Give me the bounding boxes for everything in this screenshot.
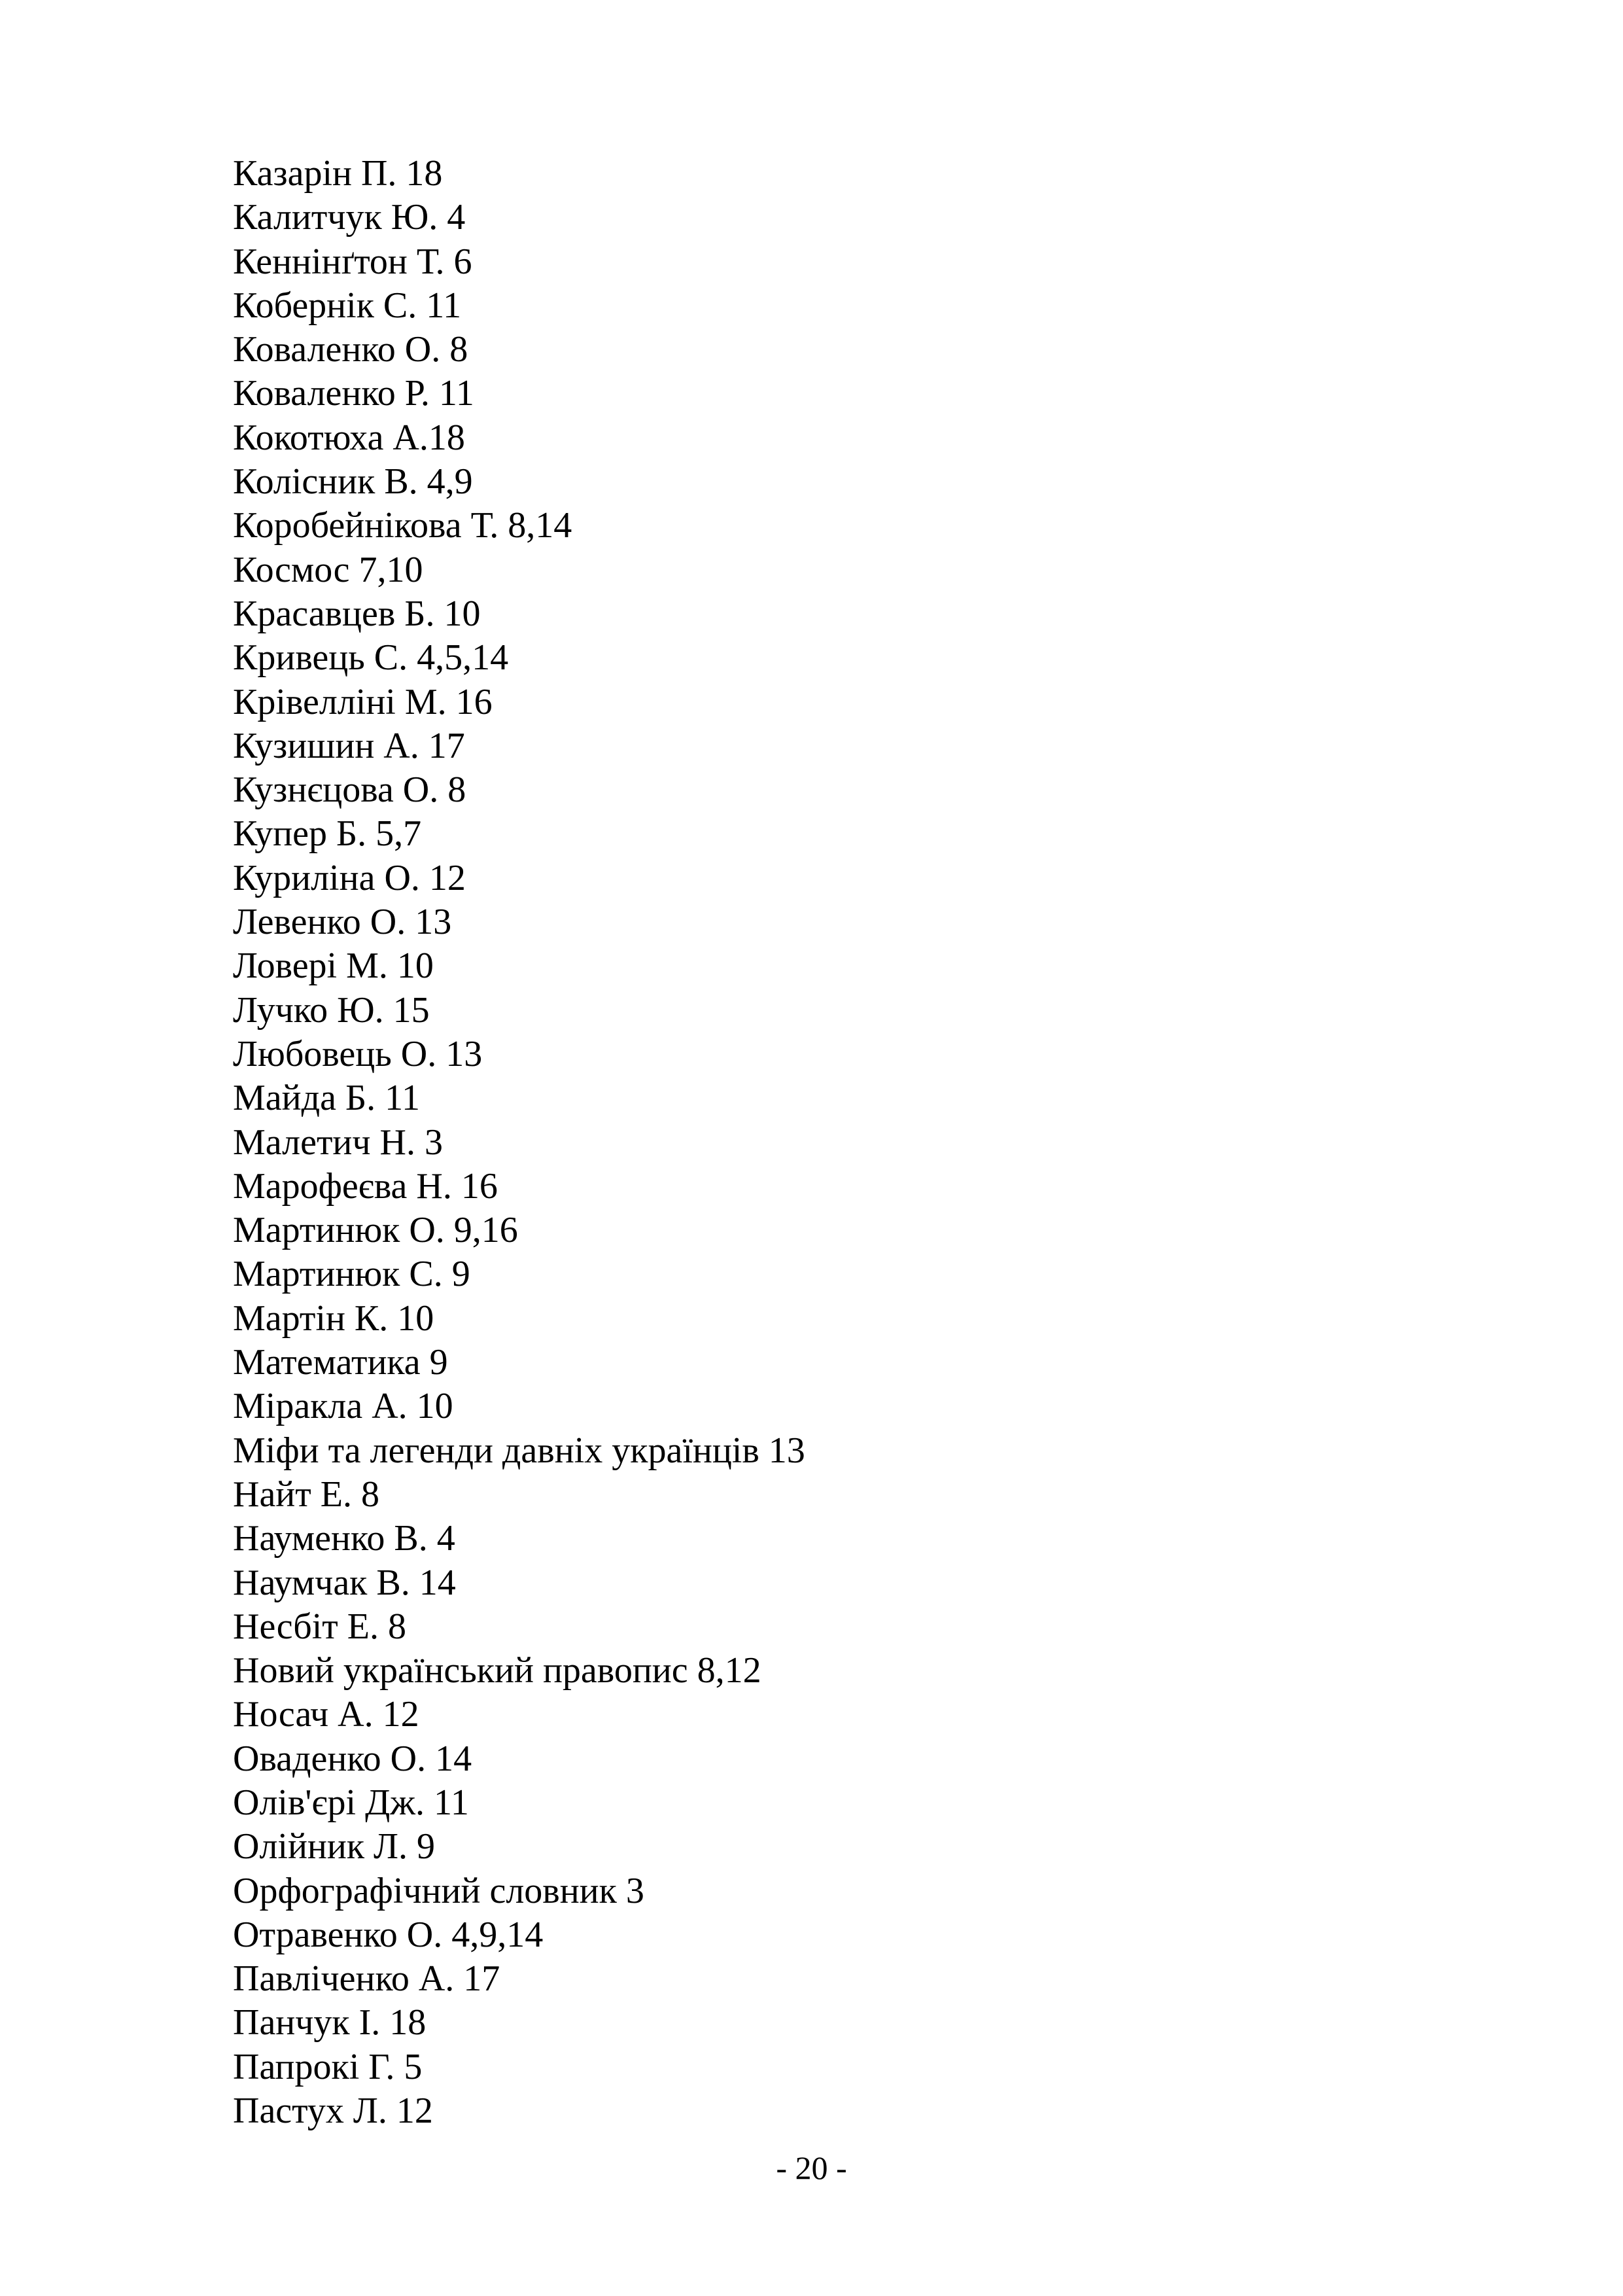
index-entry: Найт Е. 8 [233,1474,379,1515]
index-entry: Кеннінґтон Т. 6 [233,241,472,282]
index-entry: Математика 9 [233,1342,448,1383]
index-entry: Куриліна О. 12 [233,857,466,898]
index-entry: Кривець С. 4,5,14 [233,637,509,679]
index-entry: Купер Б. 5,7 [233,813,422,855]
index-entry: Олів'єрі Дж. 11 [233,1782,469,1823]
index-entry: Носач А. 12 [233,1694,419,1735]
index-entry: Лучко Ю. 15 [233,989,430,1031]
index-entry: Пастух Л. 12 [233,2091,433,2132]
index-entry: Наумчак В. 14 [233,1562,456,1603]
index-entry: Міракла А. 10 [233,1386,453,1427]
index-entry: Ловері М. 10 [233,945,434,987]
index-entry: Новий український правопис 8,12 [233,1650,761,1691]
index-entry: Папрокі Г. 5 [233,2046,423,2087]
index-entry: Космос 7,10 [233,549,423,590]
index-entry: Калитчук Ю. 4 [233,197,466,238]
index-entry: Крівелліні М. 16 [233,681,493,722]
index-entry: Оваденко О. 14 [233,1738,472,1779]
index-entry: Орфографічний словник 3 [233,1870,644,1911]
index-entry: Любовець О. 13 [233,1033,483,1074]
index-entry: Мартинюк С. 9 [233,1254,470,1295]
index-entry: Науменко В. 4 [233,1518,455,1559]
index-entry: Павліченко А. 17 [233,1958,500,2000]
index-entry: Коваленко Р. 11 [233,373,474,414]
index-entry: Марофеєва Н. 16 [233,1165,498,1207]
index-entry: Красавцев Б. 10 [233,593,481,634]
index-entry: Кузишин А. 17 [233,725,465,766]
index-entry: Левенко О. 13 [233,902,452,943]
index-list [233,152,805,2133]
index-entry: Мартін К. 10 [233,1298,434,1339]
index-entry: Кузнєцова О. 8 [233,769,466,811]
index-entry: Кокотюха А.18 [233,417,465,458]
index-entry: Колісник В. 4,9 [233,461,473,503]
index-entry: Коваленко О. 8 [233,329,468,370]
index-entry: Коробейнікова Т. 8,14 [233,505,572,546]
index-entry: Казарін П. 18 [233,153,443,194]
page-number: - 20 - [776,2149,847,2186]
index-entry: Малетич Н. 3 [233,1122,443,1163]
index-entry: Отравенко О. 4,9,14 [233,1914,544,1955]
index-entry: Несбіт Е. 8 [233,1606,406,1647]
index-entry: Мартинюк О. 9,16 [233,1210,518,1251]
index-entry: Олійник Л. 9 [233,1826,436,1867]
index-entry: Міфи та легенди давніх українців 13 [233,1430,805,1471]
index-entry: Майда Б. 11 [233,1078,421,1119]
index-entry: Панчук І. 18 [233,2002,427,2043]
index-entry: Кобернік С. 11 [233,285,462,326]
